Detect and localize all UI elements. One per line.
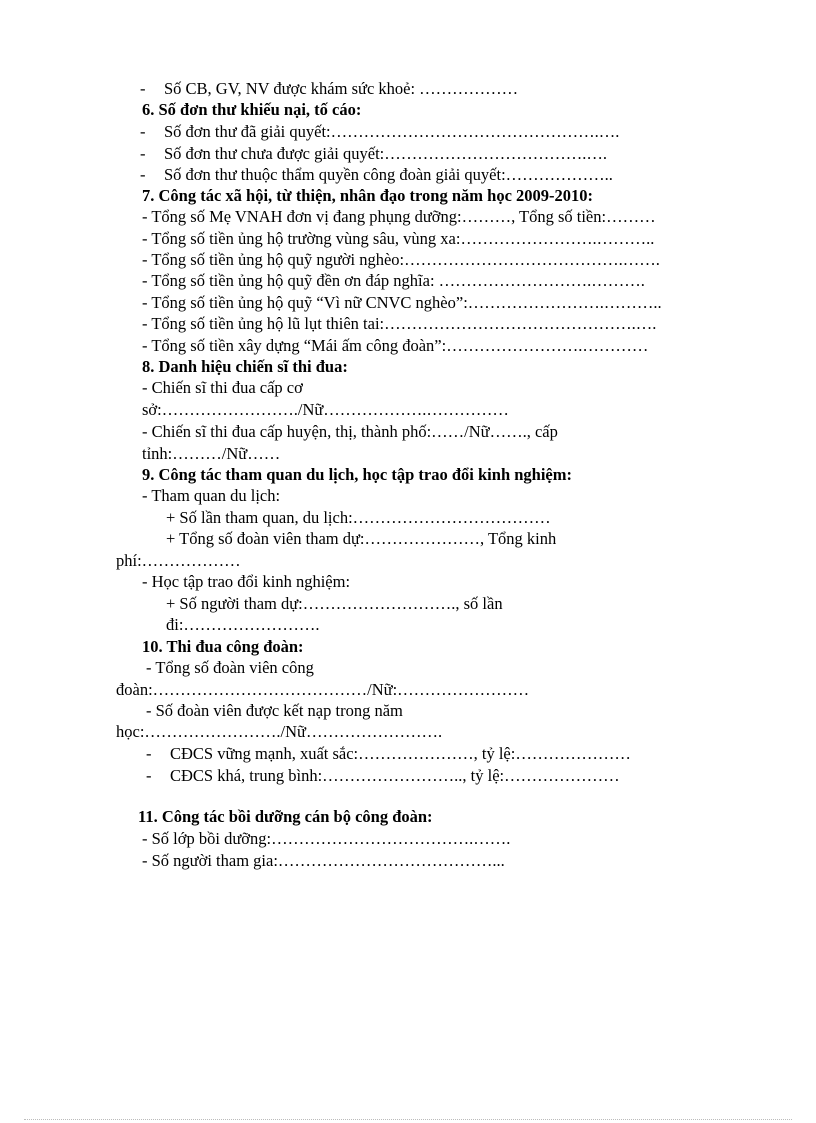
item-learning: - Học tập trao đổi kinh nghiệm: bbox=[142, 572, 351, 591]
item-travel: - Tham quan du lịch: bbox=[142, 486, 281, 505]
item-health-check: - Số CB, GV, NV được khám sức khoẻ: ……………… bbox=[140, 79, 519, 98]
bullet-dash: - bbox=[140, 122, 146, 141]
item-travel-cost: phí:……………… bbox=[116, 551, 241, 570]
item-flood-relief: - Tổng số tiền ủng hộ lũ lụt thiên tai:……………………………………….…. bbox=[142, 314, 657, 333]
item-learning-people: + Số người tham dự:………………………., số lần bbox=[166, 594, 503, 613]
item-complaints-union: - Số đơn thư thuộc thẩm quyền công đoàn giải quyết:……………….. bbox=[140, 165, 613, 184]
item-poor-fund: - Tổng số tiền ủng hộ quỹ người nghèo:………………………………….……. bbox=[142, 250, 660, 269]
item-district-emulation-cont: tỉnh:………/Nữ…… bbox=[142, 444, 281, 463]
heading-union-emulation: 10. Thi đua công đoàn: bbox=[142, 637, 304, 656]
item-travel-count: + Số lần tham quan, du lịch:……………………………… bbox=[166, 508, 551, 527]
item-district-emulation: - Chiến sĩ thi đua cấp huyện, thị, thành phố:……/Nữ……., cấp bbox=[142, 422, 558, 441]
item-complaints-resolved: - Số đơn thư đã giải quyết:………………………………………….…. bbox=[140, 122, 620, 141]
item-total-members: - Tổng số đoàn viên công bbox=[146, 658, 314, 677]
item-training-classes: - Số lớp bồi dưỡng:……………………………….……. bbox=[142, 829, 511, 848]
bullet-dash: - bbox=[140, 79, 146, 98]
heading-emulation-titles: 8. Danh hiệu chiến sĩ thi đua: bbox=[142, 357, 348, 376]
item-learning-times: đi:……………………. bbox=[166, 615, 320, 634]
item-travel-members: + Tổng số đoàn viên tham dự:…………………, Tổng kinh bbox=[166, 529, 557, 548]
item-new-members-cont: học:……………………./Nữ……………………. bbox=[116, 722, 443, 741]
item-complaints-unresolved: - Số đơn thư chưa được giải quyết:……………………………….…. bbox=[140, 144, 607, 163]
heading-social-work: 7. Công tác xã hội, từ thiện, nhân đạo trong năm học 2009-2010: bbox=[142, 186, 594, 205]
bullet-dash: - bbox=[146, 766, 152, 785]
item-new-members: - Số đoàn viên được kết nạp trong năm bbox=[146, 701, 403, 720]
heading-complaints: 6. Số đơn thư khiếu nại, tố cáo: bbox=[142, 100, 362, 119]
item-strong-union: - CĐCS vững mạnh, xuất sắc:…………………, tỷ lệ:………………… bbox=[146, 744, 631, 763]
item-gratitude-fund: - Tổng số tiền ủng hộ quỹ đền ơn đáp nghĩa: ……………………….………. bbox=[142, 271, 645, 290]
item-base-emulation: - Chiến sĩ thi đua cấp cơ bbox=[142, 378, 303, 397]
item-base-emulation-cont: sở:……………………./Nữ……………….…………… bbox=[142, 400, 509, 419]
page-bottom-border bbox=[24, 1119, 792, 1120]
item-vnah-mothers: - Tổng số Mẹ VNAH đơn vị đang phụng dưỡng:………, Tổng số tiền:……… bbox=[142, 207, 656, 226]
item-total-members-cont: đoàn:…………………………………/Nữ:…………………… bbox=[116, 680, 530, 699]
item-union-home: - Tổng số tiền xây dựng “Mái ấm công đoàn”:…………………….………… bbox=[142, 336, 649, 355]
bullet-dash: - bbox=[140, 144, 146, 163]
bullet-dash: - bbox=[146, 744, 152, 763]
heading-travel-learning: 9. Công tác tham quan du lịch, học tập trao đổi kinh nghiệm: bbox=[142, 465, 572, 484]
bullet-dash: - bbox=[140, 165, 146, 184]
item-training-people: - Số người tham gia:…………………………………... bbox=[142, 851, 505, 870]
heading-training: 11. Công tác bồi dưỡng cán bộ công đoàn: bbox=[138, 807, 433, 826]
item-remote-schools: - Tổng số tiền ủng hộ trường vùng sâu, vùng xa:…………………….……….. bbox=[142, 229, 655, 248]
item-women-fund: - Tổng số tiền ủng hộ quỹ “Vì nữ CNVC nghèo”:…………………….……….. bbox=[142, 293, 662, 312]
item-average-union: - CĐCS khá, trung bình:…………………….., tỷ lệ:………………… bbox=[146, 766, 620, 785]
